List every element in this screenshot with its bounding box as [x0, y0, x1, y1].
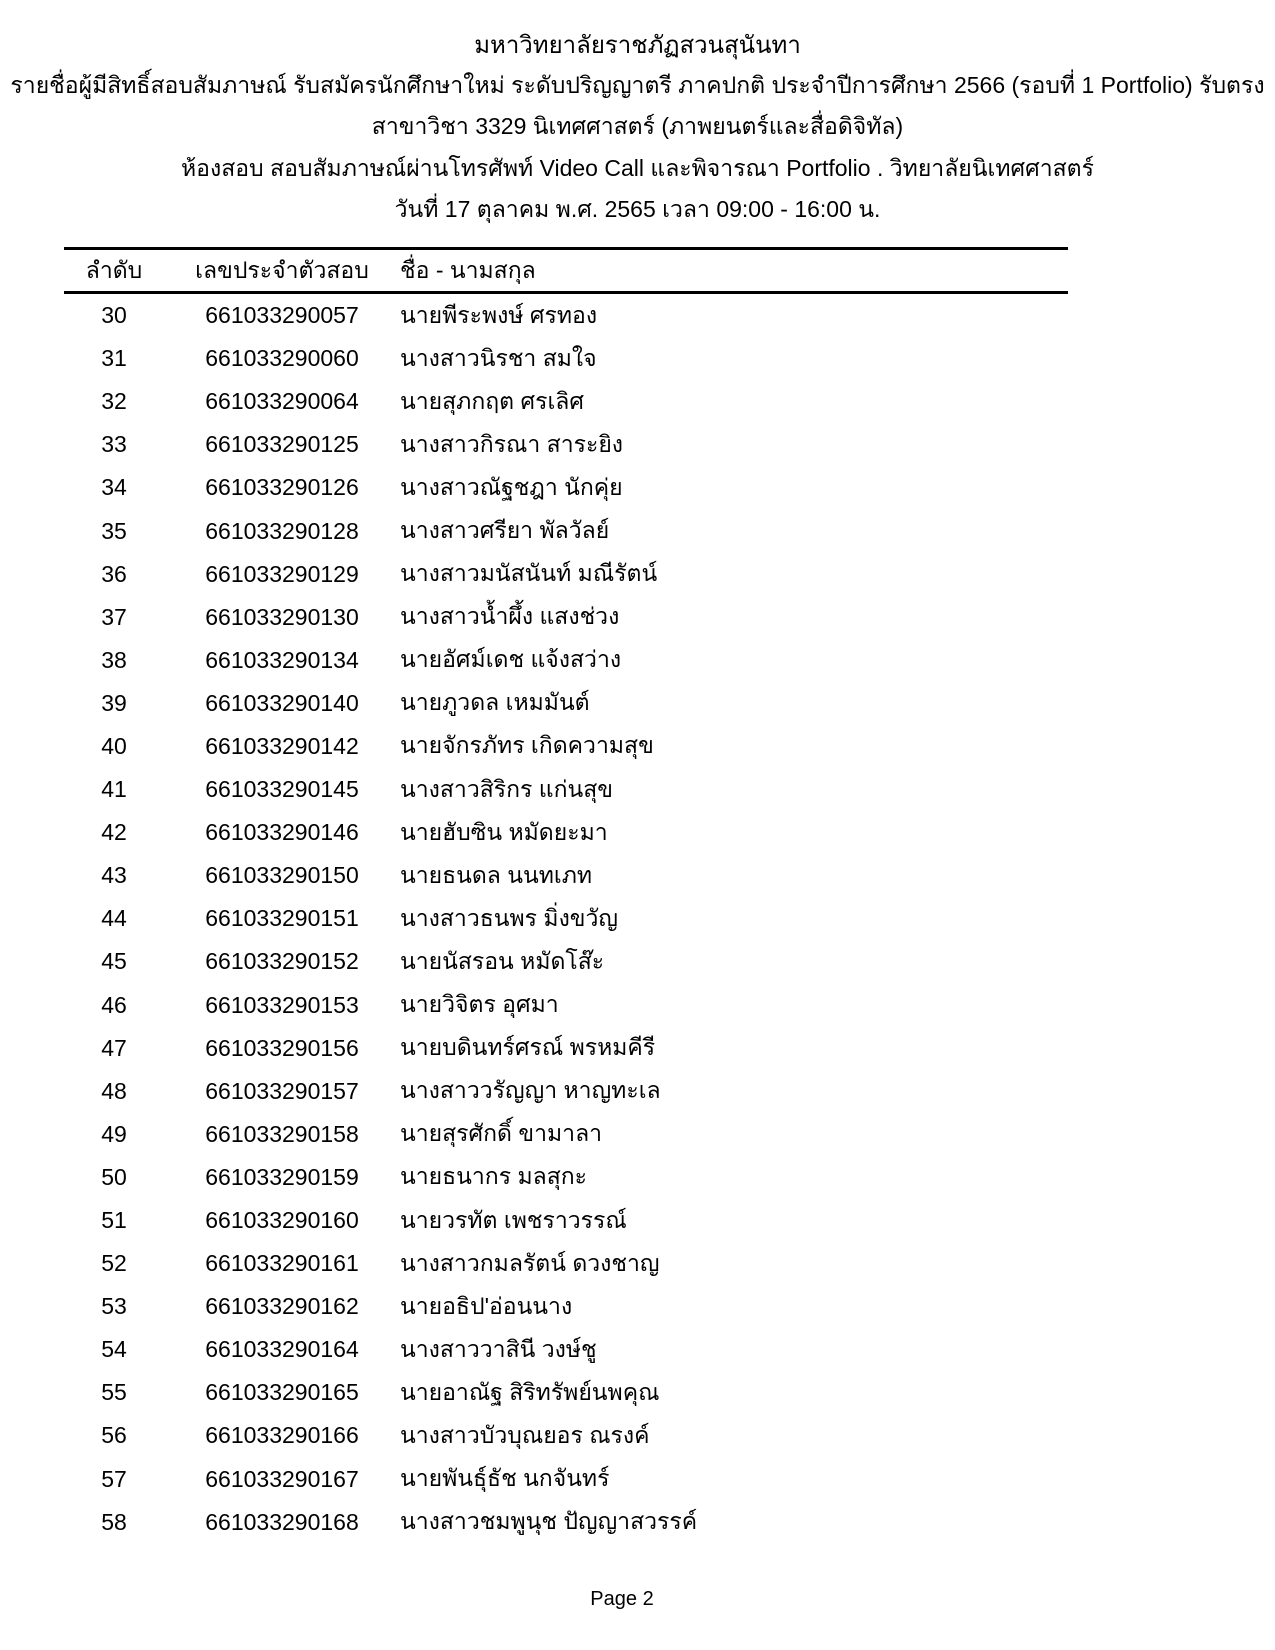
header-exam-id: เลขประจำตัวสอบ	[195, 256, 369, 283]
row-exam-id: 661033290057	[205, 302, 359, 329]
row-number: 53	[101, 1293, 127, 1320]
row-number: 35	[101, 517, 127, 544]
row-number: 33	[101, 431, 127, 458]
row-name: นางสาวกมลรัตน์ ดวงชาญ	[400, 1249, 660, 1276]
table-row	[64, 596, 1068, 639]
table-header-row	[64, 247, 1068, 294]
row-number: 43	[101, 862, 127, 889]
row-number: 51	[101, 1207, 127, 1234]
row-number: 58	[101, 1508, 127, 1535]
row-number: 37	[101, 603, 127, 630]
row-number: 52	[101, 1250, 127, 1277]
row-number: 40	[101, 732, 127, 759]
row-exam-id: 661033290064	[205, 388, 359, 415]
row-name: นางสาวสิริกร แก่นสุข	[400, 775, 614, 802]
table-row	[64, 1285, 1068, 1328]
row-number: 56	[101, 1422, 127, 1449]
row-exam-id: 661033290162	[205, 1293, 359, 1320]
row-name: นางสาวชมพูนุช ปัญญาสวรรค์	[400, 1508, 698, 1535]
table-row	[64, 1328, 1068, 1371]
row-exam-id: 661033290157	[205, 1077, 359, 1104]
row-name: นายธนากร มลสุกะ	[400, 1163, 588, 1190]
row-exam-id: 661033290156	[205, 1034, 359, 1061]
table-row	[64, 854, 1068, 897]
row-name: นางสาวน้ำผึ้ง แสงช่วง	[400, 603, 620, 630]
row-exam-id: 661033290060	[205, 345, 359, 372]
table-row	[64, 811, 1068, 854]
row-name: นายฮับซิน หมัดยะมา	[400, 818, 608, 845]
row-number: 39	[101, 689, 127, 716]
table-row	[64, 1458, 1068, 1501]
row-name: นายจักรภัทร เกิดความสุข	[400, 732, 654, 759]
row-number: 41	[101, 776, 127, 803]
row-number: 55	[101, 1379, 127, 1406]
table-row	[64, 1501, 1068, 1544]
row-exam-id: 661033290158	[205, 1120, 359, 1147]
table-row	[64, 725, 1068, 768]
row-exam-id: 661033290146	[205, 819, 359, 846]
document-header	[0, 24, 1275, 231]
row-number: 30	[101, 302, 127, 329]
table-row	[64, 553, 1068, 596]
row-name: นายวิจิตร อุศมา	[400, 991, 559, 1018]
row-number: 44	[101, 905, 127, 932]
row-name: นายบดินทร์ศรณ์ พรหมคีรี	[400, 1034, 656, 1061]
row-exam-id: 661033290140	[205, 689, 359, 716]
row-number: 48	[101, 1077, 127, 1104]
table-row	[64, 897, 1068, 940]
row-number: 47	[101, 1034, 127, 1061]
table-row	[64, 1113, 1068, 1156]
row-name: นายพันธุ์ธัช นกจันทร์	[400, 1465, 610, 1492]
table-row	[64, 1070, 1068, 1113]
row-exam-id: 661033290126	[205, 474, 359, 501]
row-exam-id: 661033290130	[205, 603, 359, 630]
table-row	[64, 294, 1068, 337]
header-no: ลำดับ	[85, 256, 143, 283]
exam-room-line: ห้องสอบ สอบสัมภาษณ์ผ่านโทรศัพท์ Video Call และพิจารณา Portfolio . วิทยาลัยนิเทศศาสตร์	[181, 154, 1094, 181]
row-exam-id: 661033290161	[205, 1250, 359, 1277]
row-name: นางสาวศรียา พัลวัลย์	[400, 517, 610, 544]
table-row	[64, 466, 1068, 509]
row-exam-id: 661033290166	[205, 1422, 359, 1449]
row-exam-id: 661033290168	[205, 1508, 359, 1535]
row-name: นางสาวณัฐชฎา นักคุ่ย	[400, 473, 623, 500]
row-name: นางสาวบัวบุณยอร ณรงค์	[400, 1421, 650, 1448]
row-name: นายธนดล นนทเภท	[400, 861, 593, 888]
row-number: 45	[101, 948, 127, 975]
program-line: สาขาวิชา 3329 นิเทศศาสตร์ (ภาพยนตร์และสื่อดิจิทัล)	[371, 113, 904, 140]
page-number: Page 2	[590, 1588, 654, 1610]
row-exam-id: 661033290128	[205, 517, 359, 544]
row-name: นายอัศม์เดช แจ้งสว่าง	[400, 646, 622, 673]
table-row	[64, 768, 1068, 811]
row-exam-id: 661033290152	[205, 948, 359, 975]
row-exam-id: 661033290159	[205, 1163, 359, 1190]
table-row	[64, 380, 1068, 423]
row-exam-id: 661033290167	[205, 1465, 359, 1492]
table-row	[64, 1414, 1068, 1457]
row-exam-id: 661033290153	[205, 991, 359, 1018]
row-exam-id: 661033290134	[205, 646, 359, 673]
row-exam-id: 661033290151	[205, 905, 359, 932]
row-number: 50	[101, 1163, 127, 1190]
header-name: ชื่อ - นามสกุล	[400, 256, 536, 283]
row-exam-id: 661033290160	[205, 1207, 359, 1234]
row-name: นางสาวธนพร มิ่งขวัญ	[400, 904, 619, 931]
row-name: นายสุรศักดิ์ ขามาลา	[400, 1120, 603, 1147]
row-name: นางสาววาสินี วงษ์ชู	[400, 1335, 597, 1362]
row-name: นายอธิป'อ่อนนาง	[400, 1292, 573, 1319]
row-exam-id: 661033290142	[205, 732, 359, 759]
row-number: 46	[101, 991, 127, 1018]
table-body	[64, 294, 1068, 1544]
table-row	[64, 639, 1068, 682]
row-exam-id: 661033290129	[205, 560, 359, 587]
row-name: นายวรทัต เพชราวรรณ์	[400, 1206, 627, 1233]
row-number: 38	[101, 646, 127, 673]
row-exam-id: 661033290165	[205, 1379, 359, 1406]
row-number: 57	[101, 1465, 127, 1492]
table-row	[64, 984, 1068, 1027]
table-row	[64, 940, 1068, 983]
row-name: นายอาณัฐ สิริทรัพย์นพคุณ	[400, 1378, 660, 1405]
row-exam-id: 661033290164	[205, 1336, 359, 1363]
table-row	[64, 1371, 1068, 1414]
table-row	[64, 423, 1068, 466]
table-row	[64, 337, 1068, 380]
row-number: 31	[101, 345, 127, 372]
row-number: 36	[101, 560, 127, 587]
university-title: มหาวิทยาลัยราชภัฏสวนสุนันทา	[474, 32, 801, 60]
row-name: นายภูวดล เหมมันต์	[400, 689, 590, 716]
table-row	[64, 1027, 1068, 1070]
row-name: นายสุภกฤต ศรเลิศ	[400, 387, 584, 414]
row-name: นางสาวกิรณา สาระยิง	[400, 430, 624, 457]
row-exam-id: 661033290145	[205, 776, 359, 803]
row-name: นายนัสรอน หมัดโส๊ะ	[400, 947, 605, 974]
table-row	[64, 1156, 1068, 1199]
row-exam-id: 661033290125	[205, 431, 359, 458]
row-number: 32	[101, 388, 127, 415]
row-name: นายพีระพงษ์ ศรทอง	[400, 301, 598, 328]
row-name: นางสาวมนัสนันท์ มณีรัตน์	[400, 560, 658, 587]
row-exam-id: 661033290150	[205, 862, 359, 889]
exam-date-line: วันที่ 17 ตุลาคม พ.ศ. 2565 เวลา 09:00 - 16:00 น.	[394, 196, 881, 223]
announcement-line: รายชื่อผู้มีสิทธิ์สอบสัมภาษณ์ รับสมัครนักศึกษาใหม่ ระดับปริญญาตรี ภาคปกติ ประจำปีการศึกษา 2566 (รอบที่ 1 Portfolio) รับตรง	[10, 72, 1265, 99]
table-row	[64, 1242, 1068, 1285]
table-row	[64, 1199, 1068, 1242]
row-number: 49	[101, 1120, 127, 1147]
candidates-table	[64, 247, 1068, 1544]
row-number: 54	[101, 1336, 127, 1363]
row-name: นางสาวนิรชา สมใจ	[400, 344, 597, 371]
row-name: นางสาววรัญญา หาญทะเล	[400, 1077, 661, 1104]
row-number: 42	[101, 819, 127, 846]
table-row	[64, 682, 1068, 725]
table-row	[64, 509, 1068, 552]
row-number: 34	[101, 474, 127, 501]
